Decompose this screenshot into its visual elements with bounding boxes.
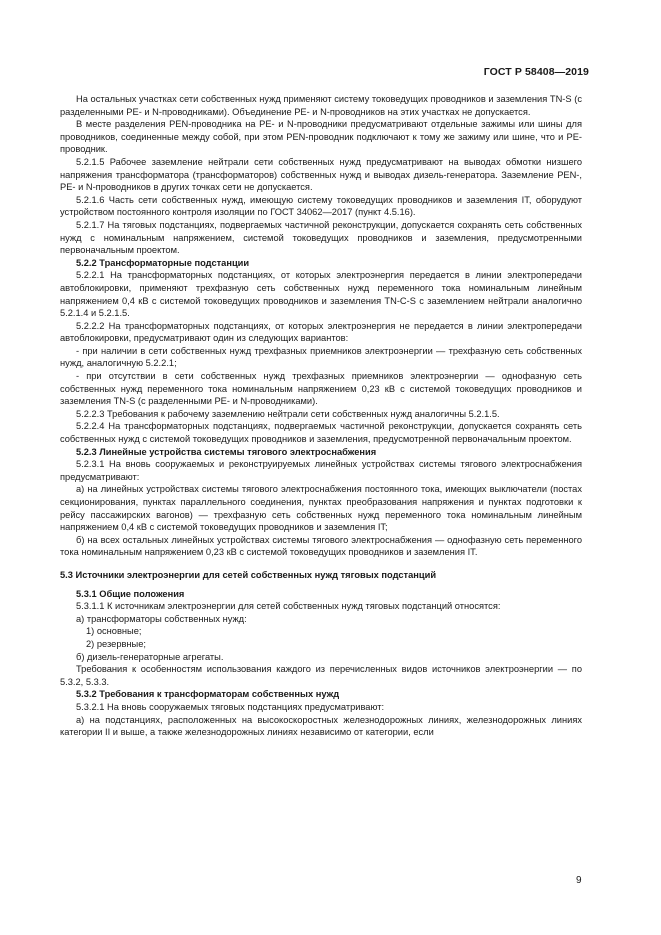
paragraph: На остальных участках сети собственных нужд применяют систему токоведущих проводников и заземления TN-S (с разделенными PE- и N-проводниками). Объединение PE- и N-проводников на этих участках не допускается. <box>60 94 582 117</box>
paragraph: 5.2.2.2 На трансформаторных подстанциях, от которых электроэнергия не передается в линии электропередачи автоблокировки, предусматривают один из следующих вариантов: <box>60 320 582 344</box>
paragraph: 5.2.1.5 Рабочее заземление нейтрали сети собственных нужд предусматривают на выводах обмотки низшего напряжения трансформатора (трансформаторов) собственных нужд и выводах дизель-генератора. Заземление PEN-, PE- и N-проводников в других точках сети не допускается. <box>60 156 582 193</box>
chapter-heading: 5.3 Источники электроэнергии для сетей собственных нужд тяговых подстанций <box>60 569 437 580</box>
section-heading: 5.3.2 Требования к трансформаторам собственных нужд <box>76 689 340 700</box>
sub-list-item: 1) основные; <box>86 626 142 637</box>
paragraph: В месте разделения PEN-проводника на PE- и N-проводники предусматривают отдельные зажимы или шины для проводников, соединенные между собой, при этом PEN-проводник подключают к тому же зажиму или шине, что и PE-проводник. <box>60 119 582 155</box>
sub-list-item: 2) резервные; <box>86 638 146 649</box>
paragraph: 5.2.2.3 Требования к рабочему заземлению нейтрали сети собственных нужд аналогичны 5.2.1.5. <box>76 408 500 419</box>
document-body <box>60 93 582 739</box>
page-number: 9 <box>576 875 582 886</box>
list-item: а) на подстанциях, расположенных на высокоскоростных железнодорожных линиях, железнодорожных линиях категории II и выше, а также железнодорожных линиях независимо от категории, если <box>60 714 582 738</box>
list-item: а) на линейных устройствах системы тягового электроснабжения постоянного тока, имеющих выключатели (постах секционирования, пунктах параллельного соединения, пунктах преобразования напряжения и пунктах подготовки к рейсу пассажирских вагонов) — трехфазную сеть собственных нужд переменного тока номинальным линейным напряжением 0,4 кВ с системой токоведущих проводников и заземления IT; <box>60 484 582 533</box>
list-item: - при наличии в сети собственных нужд трехфазных приемников электроэнергии — трехфазную сеть собственных нужд, аналогичную 5.2.2.1; <box>60 345 582 369</box>
list-item: а) трансформаторы собственных нужд: <box>76 613 247 624</box>
paragraph: 5.2.3.1 На вновь сооружаемых и реконструируемых линейных устройствах системы тягового электроснабжения предусматривают: <box>60 459 582 482</box>
paragraph: 5.2.1.7 На тяговых подстанциях, подвергаемых частичной реконструкции, допускается сохранять сеть собственных нужд с номинальным напряжением, системой токоведущих проводников и заземления, предусмотренными первоначальным проектом. <box>60 219 582 256</box>
paragraph: 5.2.1.6 Часть сети собственных нужд, имеющую систему токоведущих проводников и заземления IT, оборудуют устройством постоянного контроля изоляции по ГОСТ 34062—2017 (пункт 4.5.16). <box>60 194 582 218</box>
section-heading: 5.2.3 Линейные устройства системы тягового электроснабжения <box>76 446 377 457</box>
paragraph: 5.2.2.4 На трансформаторных подстанциях, подвергаемых частичной реконструкции, допускается сохранять сеть собственных нужд с системой токоведущих проводников и заземления, предусмотренной первоначальным проектом. <box>60 421 582 445</box>
standard-header: ГОСТ Р 58408—2019 <box>483 66 589 78</box>
section-heading: 5.3.1 Общие положения <box>76 588 185 599</box>
section-heading: 5.2.2 Трансформаторные подстанции <box>76 257 250 268</box>
list-item: б) дизель-генераторные агрегаты. <box>76 651 224 662</box>
paragraph: Требования к особенностям использования каждого из перечисленных видов источников электроэнергии — по 5.3.2, 5.3.3. <box>60 664 582 687</box>
list-item: б) на всех остальных линейных устройствах системы тягового электроснабжения — однофазную сеть переменного тока номинальным напряжением 0,23 кВ с системой токоведущих проводников и заземления IT. <box>60 534 582 558</box>
paragraph: 5.2.2.1 На трансформаторных подстанциях, от которых электроэнергия передается в линии электропередачи автоблокировки, применяют трехфазную сеть собственных нужд переменного тока номинальным линейным напряжением 0,4 кВ с системой токоведущих проводников и заземления TN-C-S с заземлением нейтрали аналогично 5.2.1.4 и 5.2.1.5. <box>60 270 582 319</box>
list-item: - при отсутствии в сети собственных нужд трехфазных приемников электроэнергии — однофазную сеть собственных нужд переменного тока номинальным напряжением 0,23 кВ с системой токоведущих проводников и заземления TN-S (с разделенными PE- и N-проводниками). <box>60 371 582 407</box>
paragraph: 5.3.2.1 На вновь сооружаемых тяговых подстанциях предусматривают: <box>76 701 385 712</box>
paragraph: 5.3.1.1 К источникам электроэнергии для сетей собственных нужд тяговых подстанций относятся: <box>76 601 501 612</box>
